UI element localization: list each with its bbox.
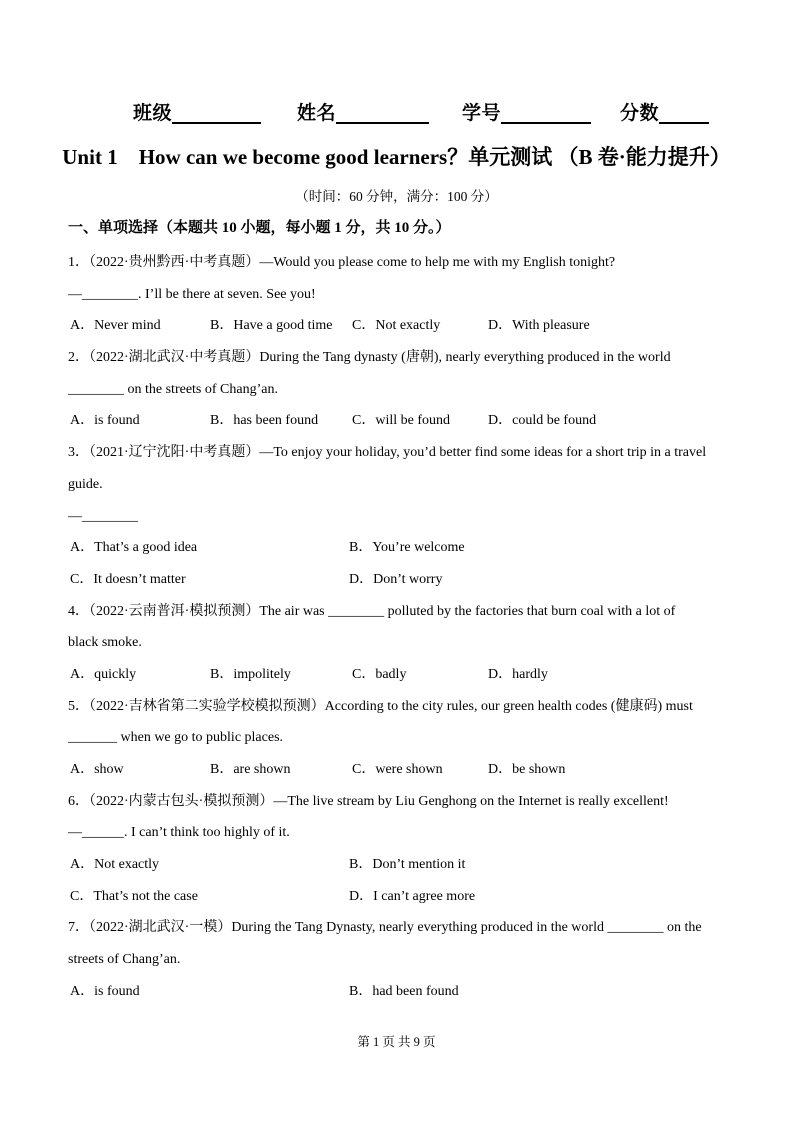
question-6-option-d: D．I can’t agree more: [349, 888, 476, 904]
name-label: 姓名: [297, 103, 337, 124]
question-1-option-a: A．Never mind: [70, 318, 161, 334]
question-4-option-b: B．impolitely: [210, 666, 291, 682]
question-6-options-row-1: [68, 849, 728, 881]
question-3-line-1: 3．（2021·辽宁沈阳·中考真题）—To enjoy your holiday, you’d better find some ideas for a short trip in a travel: [68, 445, 707, 461]
question-5-line-1: 5．（2022·吉林省第二实验学校模拟预测）According to the city rules, our green health codes (健康码) must: [68, 698, 693, 714]
class-label: 班级: [133, 103, 173, 124]
time-score-subtitle: （时间：60 分钟，满分：100 分）: [295, 189, 498, 204]
page-title: Unit 1 How can we become good learners？单元测试 （B 卷·能力提升）: [62, 145, 731, 169]
question-3-option-b: B．You’re welcome: [349, 540, 465, 556]
class-field: [133, 98, 261, 126]
question-3-line-3: —________: [68, 508, 138, 524]
question-1-line-2: —________. I’ll be there at seven. See you!: [68, 286, 316, 302]
question-4-options: [68, 659, 728, 691]
class-blank-line: [172, 101, 261, 124]
question-3-option-c: C．It doesn’t matter: [70, 571, 186, 587]
question-2-option-d: D．could be found: [488, 413, 597, 429]
score-label: 分数: [620, 103, 660, 124]
question-5-line-2: _______ when we go to public places.: [68, 730, 284, 746]
question-6-option-c: C．That’s not the case: [70, 888, 198, 904]
question-3-line-2: guide.: [68, 476, 103, 492]
question-5-options: [68, 754, 728, 786]
question-6-option-b: B．Don’t mention it: [349, 857, 466, 873]
question-6-line-1: 6．（2022·内蒙古包头·模拟预测）—The live stream by Liu Genghong on the Internet is really excellent!: [68, 793, 669, 809]
question-3-options-row-1: [68, 532, 728, 564]
question-7-line-1: 7．（2022·湖北武汉·一模）During the Tang Dynasty, nearly everything produced in the world ________ on the: [68, 920, 702, 936]
question-1-option-d: D．With pleasure: [488, 318, 590, 334]
question-5-option-c: C．were shown: [352, 762, 443, 777]
question-4-line-2: black smoke.: [68, 635, 142, 651]
question-3-option-a: A．That’s a good idea: [70, 540, 198, 556]
student-id-blank-line: [501, 101, 591, 124]
question-5-option-b: B．are shown: [210, 762, 291, 777]
question-1-option-c: C．Not exactly: [352, 318, 441, 334]
question-3-option-d: D．Don’t worry: [349, 571, 443, 587]
question-4-option-a: A．quickly: [70, 666, 137, 682]
question-7-option-b: B．had been found: [349, 983, 459, 999]
question-5-option-a: A．show: [70, 762, 124, 777]
question-4-option-d: D．hardly: [488, 666, 548, 682]
score-blank-line: [659, 101, 709, 124]
page-number-footer: 第 1 页 共 9 页: [357, 1035, 436, 1049]
question-2-line-2: ________ on the streets of Chang’an.: [68, 381, 278, 397]
question-4-line-1: 4．（2022·云南普洱·模拟预测）The air was ________ polluted by the factories that burn coal with a lot of: [68, 603, 676, 619]
question-2-option-c: C．will be found: [352, 413, 450, 429]
question-1-options: [68, 310, 728, 342]
score-field: [620, 98, 709, 126]
question-6-option-a: A．Not exactly: [70, 857, 160, 873]
question-2-line-1: 2．（2022·湖北武汉·中考真题）During the Tang dynasty (唐朝), nearly everything produced in the world: [68, 350, 671, 366]
question-5-option-d: D．be shown: [488, 762, 566, 777]
section-1-heading: 一、单项选择（本题共 10 小题，每小题 1 分，共 10 分。）: [68, 220, 451, 236]
student-info-row: [0, 98, 793, 130]
question-3-options-row-2: [68, 564, 728, 596]
questions-area: [68, 247, 728, 1008]
question-4-option-c: C．badly: [352, 666, 407, 682]
student-id-field: [462, 98, 591, 126]
question-1-option-b: B．Have a good time: [210, 318, 333, 334]
question-2-options: [68, 405, 728, 437]
student-id-label: 学号: [462, 103, 502, 124]
question-1-line-1: 1．（2022·贵州黔西·中考真题）—Would you please come to help me with my English tonight?: [68, 255, 616, 270]
question-6-line-2: —______. I can’t think too highly of it.: [68, 825, 290, 841]
question-7-line-2: streets of Chang’an.: [68, 952, 181, 968]
question-7-options-row-1: [68, 976, 728, 1008]
question-2-option-b: B．has been found: [210, 413, 319, 429]
question-2-option-a: A．is found: [70, 413, 140, 429]
name-field: [297, 98, 429, 126]
name-blank-line: [336, 101, 429, 124]
question-7-option-a: A．is found: [70, 983, 140, 999]
question-6-options-row-2: [68, 881, 728, 913]
